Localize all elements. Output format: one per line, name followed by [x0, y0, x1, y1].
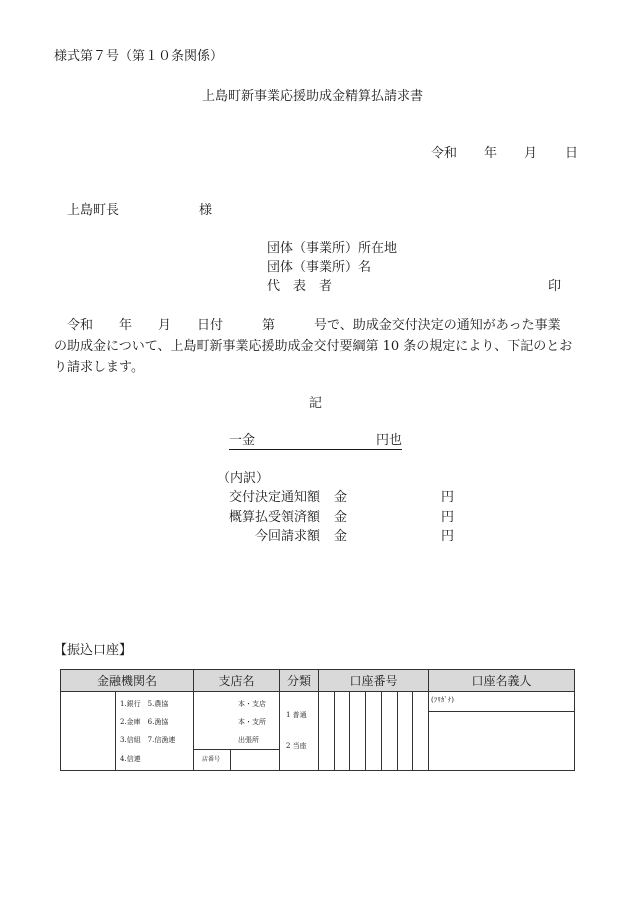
seal-mark: 印: [548, 279, 562, 294]
breakdown-kin: 金: [334, 529, 348, 544]
account-digit-box[interactable]: [319, 692, 335, 770]
account-number-cell[interactable]: [319, 692, 429, 771]
body-line-2: の助成金について、上島町新事業応援助成金交付要綱第 10 条の規定により、下記のとお: [54, 339, 573, 354]
branch-type-option: 本・支所: [238, 718, 266, 726]
body-line-3: り請求します。: [54, 360, 144, 375]
institution-cell[interactable]: [61, 692, 194, 771]
account-digit-box[interactable]: [398, 692, 414, 770]
institution-name-field[interactable]: [61, 692, 116, 770]
account-digit-box[interactable]: [382, 692, 398, 770]
breakdown-label: 交付決定通知額: [229, 490, 321, 505]
header-account-number: 口座番号: [319, 670, 429, 692]
addressee-name: 上島町長: [67, 203, 120, 218]
account-type-cell[interactable]: [280, 692, 319, 771]
account-type-option: 2 当座: [286, 742, 307, 750]
breakdown-label: 今回請求額: [255, 529, 321, 544]
bank-account-table: [60, 669, 575, 771]
furigana-divider: [429, 711, 574, 712]
header-branch: 支店名: [194, 670, 280, 692]
breakdown-heading: （内訳）: [217, 471, 270, 486]
furigana-label: (ﾌﾘｶﾞﾅ): [431, 696, 454, 704]
amount-underline: [229, 449, 402, 450]
document-title: 上島町新事業応援助成金精算払請求書: [202, 89, 424, 104]
applicant-address-label: 団体（事業所）所在地: [267, 241, 398, 256]
institution-type-option: 2.金庫 6.漁協: [120, 718, 169, 726]
bank-heading: 【振込口座】: [54, 643, 133, 658]
applicant-name-label: 団体（事業所）名: [267, 260, 372, 275]
form-number: 様式第７号（第１０条関係）: [54, 49, 224, 64]
breakdown-yen: 円: [441, 510, 455, 525]
breakdown-yen: 円: [441, 529, 455, 544]
account-digit-box[interactable]: [413, 692, 428, 770]
branch-no-label: 店番号: [202, 756, 221, 763]
header-account-holder: 口座名義人: [429, 670, 575, 692]
date-era: 令和: [431, 146, 458, 161]
date-day: 日: [565, 146, 579, 161]
applicant-rep-label: 代 表 者: [267, 279, 333, 294]
breakdown-yen: 円: [441, 490, 455, 505]
account-type-option: 1 普通: [286, 711, 307, 719]
institution-type-option: 4.信連: [120, 755, 141, 763]
institution-type-option: 3.信組 7.信漁連: [120, 736, 176, 744]
breakdown-kin: 金: [334, 490, 348, 505]
amount-suffix: 円也: [376, 433, 403, 448]
branch-type-option: 出張所: [238, 736, 259, 744]
header-institution: 金融機関名: [61, 670, 194, 692]
date-year: 年: [484, 146, 498, 161]
branch-type-option: 本・支店: [238, 700, 266, 708]
branch-no-divider: [230, 749, 231, 770]
branch-cell[interactable]: [194, 692, 280, 771]
account-digit-box[interactable]: [366, 692, 382, 770]
header-type: 分類: [280, 670, 319, 692]
branch-no-divider: [194, 749, 279, 750]
account-digit-box[interactable]: [350, 692, 366, 770]
institution-type-option: 1.銀行 5.農協: [120, 700, 169, 708]
account-digit-box[interactable]: [335, 692, 351, 770]
breakdown-label: 概算払受領済額: [229, 510, 321, 525]
ki-heading: 記: [309, 396, 323, 411]
addressee-honorific: 様: [199, 203, 213, 218]
breakdown-kin: 金: [334, 510, 348, 525]
body-line-1: 令和 年 月 日付 第 号で、助成金交付決定の通知があった事業: [67, 318, 561, 333]
date-month: 月: [524, 146, 538, 161]
amount-prefix: 一金: [229, 433, 256, 448]
account-holder-cell[interactable]: [429, 692, 575, 771]
